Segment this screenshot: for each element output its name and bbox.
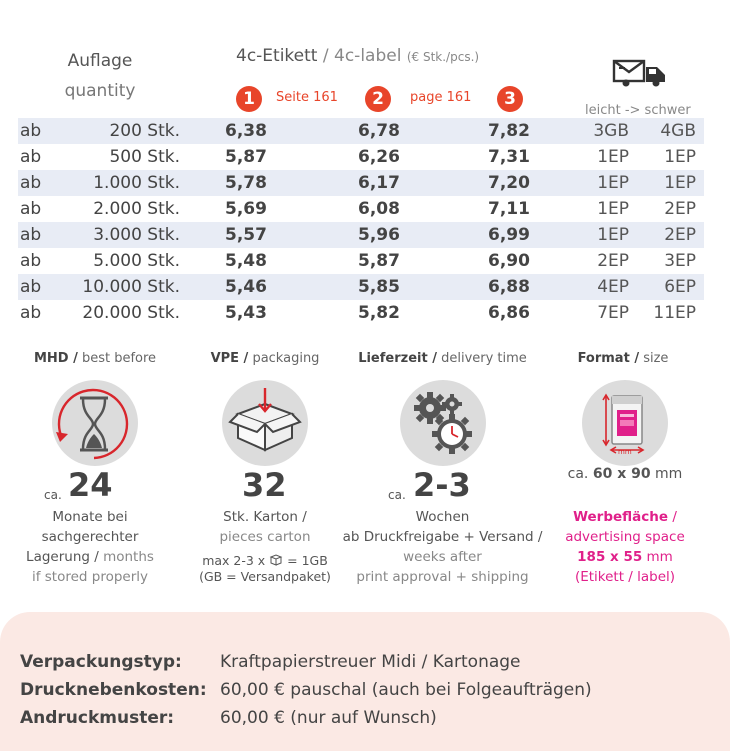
- cell-price-2: 5,87: [358, 251, 400, 271]
- mhd-line-3a: Lagerung /: [26, 549, 99, 565]
- table-row: [18, 196, 704, 222]
- price-header-sep: /: [317, 46, 335, 66]
- column-1-badge: 1: [236, 86, 262, 112]
- cell-quantity: 10.000 Stk.: [82, 277, 180, 297]
- mhd-title-de: MHD /: [33, 351, 78, 366]
- delivery-title: [355, 351, 530, 366]
- cell-shipping-heavy: 2EP: [664, 225, 696, 245]
- quantity-header: [60, 46, 140, 106]
- cell-shipping-light: 4EP: [597, 277, 629, 297]
- cell-shipping-light: 1EP: [597, 199, 629, 219]
- cell-price-3: 7,20: [488, 173, 530, 193]
- cell-price-1: 5,69: [225, 199, 267, 219]
- price-table: [18, 118, 704, 326]
- packtype-value: Kraftpapierstreuer Midi / Kartonage: [220, 652, 521, 672]
- cell-quantity: 500 Stk.: [109, 147, 180, 167]
- vpe-note: [185, 553, 345, 585]
- format-ad-en: advertising space: [565, 529, 685, 545]
- cell-shipping-light: 2EP: [597, 251, 629, 271]
- delivery-line-2: ab Druckfreigabe + Versand /: [342, 529, 543, 545]
- format-ad-size: 185 x 55: [577, 549, 643, 565]
- cell-quantity: 3.000 Stk.: [93, 225, 180, 245]
- cell-price-1: 5,48: [225, 251, 267, 271]
- format-size-value: 60 x 90: [592, 466, 651, 482]
- cell-price-3: 6,88: [488, 277, 530, 297]
- price-header-unit: (€ Stk./pcs.): [406, 50, 480, 64]
- cell-price-1: 5,43: [225, 303, 267, 323]
- mhd-line-3: [10, 547, 170, 567]
- delivery-title-de: Lieferzeit /: [358, 351, 437, 366]
- mhd-line-4: if stored properly: [31, 569, 149, 585]
- box-icon: [222, 380, 308, 466]
- cell-shipping-light: 1EP: [597, 225, 629, 245]
- column-1-ref: Seite 161: [276, 90, 338, 105]
- packtype-row: [20, 652, 521, 672]
- format-title-en: size: [639, 351, 669, 366]
- small-box-icon: [269, 553, 283, 567]
- cell-ab: ab: [20, 277, 42, 297]
- vpe-line-3a: max 2-3 x: [202, 553, 270, 568]
- table-row: [18, 118, 704, 144]
- vpe-description: [185, 507, 345, 547]
- price-header-de: 4c-Etikett: [236, 46, 318, 66]
- vpe-line-2: pieces carton: [219, 529, 311, 545]
- delivery-description: [340, 507, 545, 587]
- cell-price-3: 6,86: [488, 303, 530, 323]
- delivery-title-en: delivery time: [436, 351, 527, 366]
- cell-price-2: 5,85: [358, 277, 400, 297]
- cell-price-1: 5,57: [225, 225, 267, 245]
- mhd-line-2: sachgerechter: [41, 529, 139, 545]
- table-row: [18, 300, 704, 326]
- cell-price-1: 5,87: [225, 147, 267, 167]
- cell-shipping-light: 3GB: [593, 121, 629, 141]
- format-mm-label: mm: [618, 448, 632, 456]
- format-size-unit: mm: [650, 466, 683, 482]
- cell-shipping-heavy: 2EP: [664, 199, 696, 219]
- mhd-value: 24: [68, 466, 113, 504]
- delivery-line-1: Wochen: [415, 509, 470, 525]
- cell-price-2: 6,78: [358, 121, 400, 141]
- vpe-line-3: [185, 553, 345, 569]
- mhd-ca: ca.: [44, 488, 62, 502]
- proof-label: Andruckmuster:: [20, 708, 175, 728]
- cell-price-3: 6,90: [488, 251, 530, 271]
- cell-price-1: 5,78: [225, 173, 267, 193]
- cell-quantity: 2.000 Stk.: [93, 199, 180, 219]
- cell-price-3: 6,99: [488, 225, 530, 245]
- cell-shipping-heavy: 3EP: [664, 251, 696, 271]
- vpe-title-en: packaging: [248, 351, 320, 366]
- column-2-badge: 2: [365, 86, 391, 112]
- cell-price-3: 7,31: [488, 147, 530, 167]
- vpe-line-1: Stk. Karton /: [223, 509, 307, 525]
- gears-clock-icon: [400, 380, 486, 466]
- format-size-ca: ca.: [567, 466, 593, 482]
- cell-shipping-heavy: 6EP: [664, 277, 696, 297]
- proof-value: 60,00 € (nur auf Wunsch): [220, 708, 437, 728]
- cell-quantity: 20.000 Stk.: [82, 303, 180, 323]
- vpe-line-3b: = 1GB: [283, 553, 328, 568]
- cell-shipping-heavy: 11EP: [653, 303, 696, 323]
- truck-icon: [612, 58, 668, 88]
- delivery-value: 2-3: [413, 466, 471, 504]
- column-3-badge: 3: [497, 86, 523, 112]
- cell-ab: ab: [20, 251, 42, 271]
- cell-shipping-heavy: 4GB: [660, 121, 696, 141]
- extra-costs-label: Drucknebenkosten:: [20, 680, 207, 700]
- vpe-title-de: VPE /: [210, 351, 249, 366]
- cell-price-2: 5,96: [358, 225, 400, 245]
- format-title-de: Format /: [577, 351, 640, 366]
- cell-price-2: 5,82: [358, 303, 400, 323]
- cell-ab: ab: [20, 121, 42, 141]
- proof-row: [20, 708, 437, 728]
- cell-price-3: 7,11: [488, 199, 530, 219]
- delivery-line-4: print approval + shipping: [356, 569, 529, 585]
- cell-shipping-light: 1EP: [597, 147, 629, 167]
- format-title: [563, 351, 683, 366]
- table-row: [18, 222, 704, 248]
- cell-shipping-light: 1EP: [597, 173, 629, 193]
- details-panel: [0, 612, 730, 751]
- vpe-value: 32: [242, 466, 287, 504]
- price-header: [236, 46, 479, 66]
- cell-ab: ab: [20, 199, 42, 219]
- cell-price-3: 7,82: [488, 121, 530, 141]
- cell-price-2: 6,08: [358, 199, 400, 219]
- weight-label: leicht -> schwer: [585, 103, 691, 118]
- format-ad: [545, 507, 705, 587]
- cell-price-1: 5,46: [225, 277, 267, 297]
- price-header-en: 4c-label: [334, 46, 402, 66]
- format-ad-sep: /: [668, 509, 677, 525]
- mhd-line-1: Monate bei: [52, 509, 128, 525]
- table-row: [18, 274, 704, 300]
- column-2-ref: page 161: [410, 90, 472, 105]
- packtype-label: Verpackungstyp:: [20, 652, 182, 672]
- cell-quantity: 1.000 Stk.: [93, 173, 180, 193]
- extra-costs-value: 60,00 € pauschal (auch bei Folgeaufträgen): [220, 680, 592, 700]
- delivery-ca: ca.: [388, 488, 406, 502]
- delivery-line-3: weeks after: [403, 549, 482, 565]
- format-ad-unit: mm: [642, 549, 673, 565]
- cell-quantity: 5.000 Stk.: [93, 251, 180, 271]
- mhd-description: [10, 507, 170, 587]
- cell-quantity: 200 Stk.: [109, 121, 180, 141]
- cell-shipping-heavy: 1EP: [664, 173, 696, 193]
- quantity-header-de: Auflage: [67, 51, 133, 71]
- mhd-title: [30, 351, 160, 366]
- quantity-header-en: quantity: [64, 81, 136, 101]
- extra-costs-row: [20, 680, 592, 700]
- cell-shipping-light: 7EP: [597, 303, 629, 323]
- cell-price-2: 6,26: [358, 147, 400, 167]
- table-row: [18, 170, 704, 196]
- cell-ab: ab: [20, 303, 42, 323]
- cell-ab: ab: [20, 173, 42, 193]
- format-ad-de: Werbefläche: [573, 509, 669, 525]
- cell-ab: ab: [20, 225, 42, 245]
- vpe-title: [200, 351, 330, 366]
- table-row: [18, 144, 704, 170]
- vpe-line-4: (GB = Versandpaket): [199, 569, 331, 584]
- mhd-title-en: best before: [77, 351, 157, 366]
- cell-shipping-heavy: 1EP: [664, 147, 696, 167]
- cell-price-1: 6,38: [225, 121, 267, 141]
- hourglass-icon: [44, 378, 144, 470]
- format-ad-note: (Etikett / label): [574, 569, 676, 585]
- cell-ab: ab: [20, 147, 42, 167]
- table-row: [18, 248, 704, 274]
- mhd-line-3b: months: [98, 549, 154, 565]
- cell-price-2: 6,17: [358, 173, 400, 193]
- format-size: [545, 464, 705, 484]
